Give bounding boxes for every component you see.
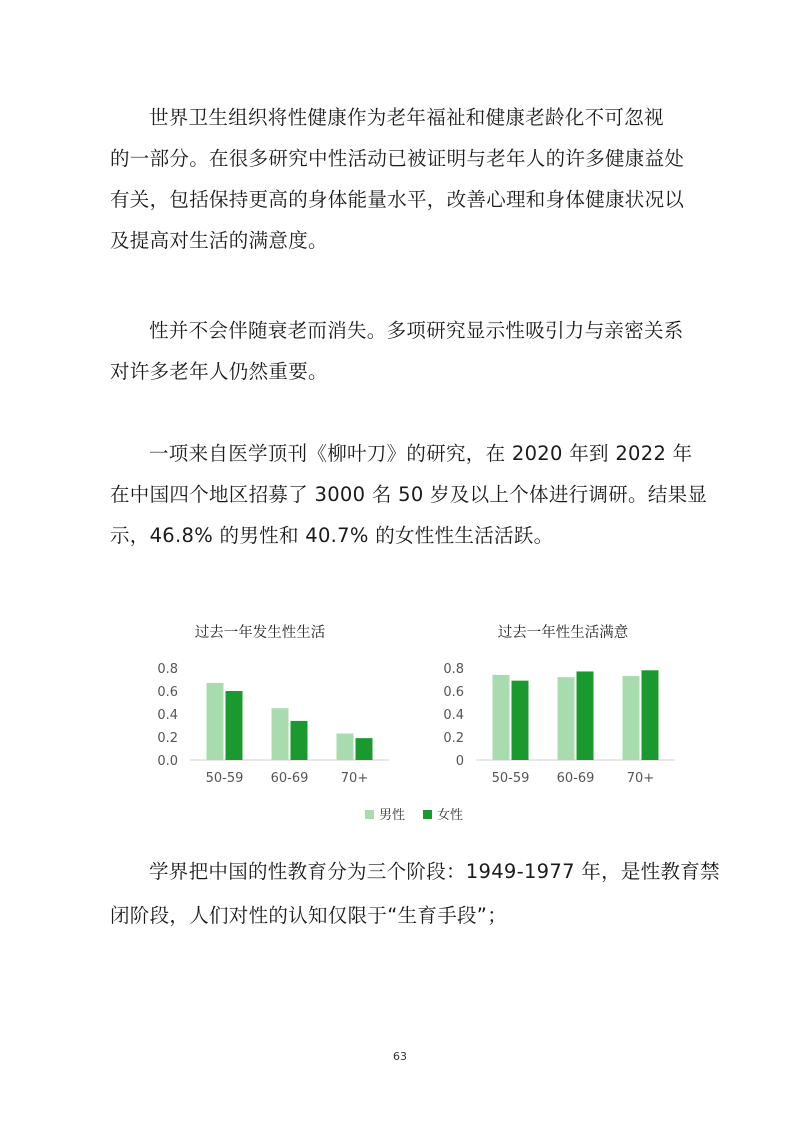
page-number: 63 <box>393 1050 407 1063</box>
paragraph-line: 闭阶段，人们对性的认知仅限于“生育手段”； <box>110 904 508 927</box>
y-tick-label: 0.6 <box>157 685 178 700</box>
y-tick-label: 0.2 <box>443 731 464 746</box>
paragraph-lancet-study <box>110 433 708 556</box>
paragraph-line: 有关，包括保持更高的身体能量水平，改善心理和身体健康状况以 <box>110 188 685 211</box>
bar-male <box>207 683 224 760</box>
y-tick-label: 0.6 <box>443 685 464 700</box>
bar-female <box>356 738 373 760</box>
chart-title: 过去一年性生活满意 <box>497 625 629 641</box>
paragraph-line: 的一部分。在很多研究中性活动已被证明与老年人的许多健康益处 <box>110 147 685 170</box>
paragraph-line: 学界把中国的性教育分为三个阶段：1949-1977 年，是性教育禁 <box>149 860 720 883</box>
legend-label: 女性 <box>437 808 464 823</box>
paragraph-line: 性并不会伴随衰老而消失。多项研究显示性吸引力与亲密关系 <box>149 319 684 342</box>
y-tick-label: 0.0 <box>157 754 178 769</box>
bar-female <box>577 671 594 760</box>
bar-male <box>493 675 510 760</box>
paragraph-who-sexual-health <box>110 97 700 261</box>
legend-swatch <box>365 810 374 819</box>
x-tick-label: 60-69 <box>556 771 595 786</box>
x-tick-label: 70+ <box>626 771 655 786</box>
bar-female <box>642 670 659 760</box>
legend-label: 男性 <box>379 808 406 823</box>
legend-swatch <box>423 810 432 819</box>
paragraph-line: 及提高对生活的满意度。 <box>110 229 328 252</box>
bar-charts <box>140 610 680 850</box>
chart-figure <box>140 610 680 850</box>
paragraph-sex-education <box>110 850 720 938</box>
paragraph-line: 在中国四个地区招募了 3000 名 50 岁及以上个体进行调研。结果显 <box>110 483 708 506</box>
x-tick-label: 50-59 <box>491 771 530 786</box>
y-tick-label: 0 <box>455 754 464 769</box>
x-tick-label: 50-59 <box>205 771 244 786</box>
x-tick-label: 70+ <box>340 771 369 786</box>
paragraph-aging <box>110 310 700 392</box>
paragraph-line: 示，46.8% 的男性和 40.7% 的女性性生活活跃。 <box>110 524 554 547</box>
paragraph-line: 一项来自医学顶刊《柳叶刀》的研究，在 2020 年到 2022 年 <box>149 442 693 465</box>
paragraph-line: 对许多老年人仍然重要。 <box>110 360 328 383</box>
bar-female <box>226 691 243 760</box>
chart-title: 过去一年发生性生活 <box>194 625 326 641</box>
bar-male <box>623 676 640 760</box>
bar-male <box>272 708 289 760</box>
bar-female <box>291 721 308 760</box>
bar-male <box>337 734 354 760</box>
y-tick-label: 0.8 <box>157 662 178 677</box>
y-tick-label: 0.4 <box>443 708 464 723</box>
y-tick-label: 0.2 <box>157 731 178 746</box>
bar-female <box>512 681 529 760</box>
x-tick-label: 60-69 <box>270 771 309 786</box>
y-tick-label: 0.4 <box>157 708 178 723</box>
paragraph-line: 世界卫生组织将性健康作为老年福祉和健康老龄化不可忽视 <box>149 106 664 129</box>
bar-male <box>558 677 575 760</box>
y-tick-label: 0.8 <box>443 662 464 677</box>
